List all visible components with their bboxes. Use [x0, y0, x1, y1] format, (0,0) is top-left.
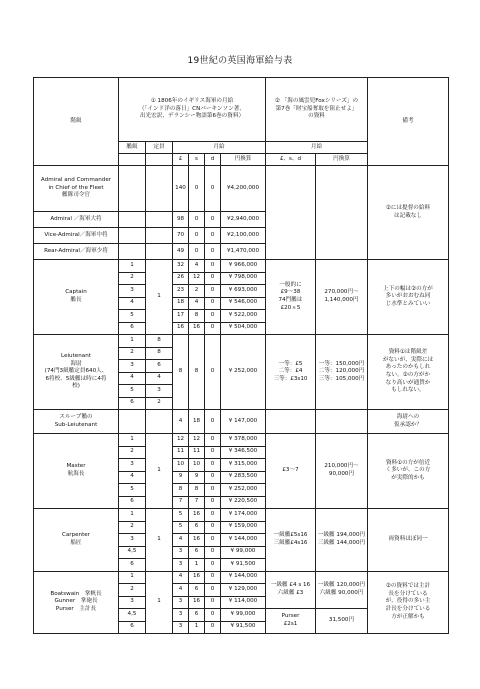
table-row: 5 3	[34, 385, 449, 398]
table-row: 3 6	[34, 360, 449, 373]
monthly2-header: 月給	[266, 142, 368, 154]
lieutenant-note: 資料①は階級差 がないが、実際には あったのかもしれ ない。②の方がか なり高いが通貨か もしれない。	[368, 335, 449, 410]
table-row: 2 5 6 0 ¥ 159,000	[34, 521, 449, 534]
monthly-header: 月給	[173, 142, 266, 154]
table-row: Leiutenant 海尉 (74門3級艦定員640人、 6将校、5級艦は時に4将 校) 1 8 8 8 0 ¥ 252,000 一等：£5 二等：£4 三等：£3s10 一等：150,000円 二等：120,000円 三等：105,000円 資料①は階級差 がないが、実際には あったのかもしれ ない。②の方がか なり高いが通貨か もしれない。	[34, 335, 449, 348]
table-row: 4,5 3 6 0 ¥ 99,000	[34, 546, 449, 559]
table-row: 6 7 7 0 ¥ 220,500	[34, 496, 449, 509]
yen-header: 円換算	[221, 154, 266, 166]
quota-header: 定員	[146, 142, 173, 154]
table-row: 2 11 11 0 ¥ 346,500	[34, 446, 449, 459]
table-row: 4 18 4 0 ¥ 546,000	[34, 297, 449, 310]
table-row: 2 4 6 0 ¥ 129,000	[34, 584, 449, 597]
admiral-note: ②には提督の給料 は記載なし	[368, 166, 449, 260]
table-row: 6 3 1 0 ¥ 91,500	[34, 559, 449, 572]
table-row: 4 4	[34, 372, 449, 385]
table-row: Boatswain 掌帆長 Gunner 掌砲長 Purser 主計長 1 1 4 16 0 ¥ 144,000 一級艦 £4 s 16 六級艦 £3 一級艦 120,000円 六級艦 90,000円 ②の資料では主計 長を分けている が、役得の多い主 計長を分けている 方が正解かも	[34, 571, 449, 584]
table-row: Master 航海長 1 1 12 12 0 ¥ 378,000 £3～7 210,000円～ 90,000円 資料①の方が倍近 く多いが、この方 が実際的かも	[34, 434, 449, 447]
carpenter-note: 両資料ほぼ同一	[368, 509, 449, 572]
sloop-note: 海尉への 仮承認か？	[368, 410, 449, 434]
table-row: Rear-Admiral／海軍少将 49 0 0 ¥1,470,000	[34, 244, 449, 260]
table-row: 2 26 12 0 ¥ 798,000	[34, 272, 449, 285]
table-row: Captain 艦長 1 1 32 4 0 ¥ 966,000 一般的に £9～38 74門艦は £20ｓ5 270,000円～ 1,140,000円 上下の幅は②の方が 多いがおおむね同 じ水準とみていい	[34, 260, 449, 273]
pound-header: £	[173, 154, 189, 166]
table-row: スループ艦の Sub-Leiutenant 4 18 0 ¥ 147,000 海尉への 仮承認か？	[34, 410, 449, 434]
table-row: Admiral ／海軍大将 98 0 0 ¥2,940,000	[34, 212, 449, 228]
rank-cell: Boatswain 掌帆長 Gunner 掌砲長 Purser 主計長	[34, 571, 119, 634]
rank-header: 階級	[34, 78, 119, 166]
yen2-header: 円換算	[316, 154, 368, 166]
boatswain-note: ②の資料では主計 長を分けている が、役得の多い主 計長を分けている 方が正解かも	[368, 571, 449, 634]
shilling-header: s	[189, 154, 205, 166]
rank-cell: Captain 艦長	[34, 260, 119, 335]
table-row: 2 8	[34, 347, 449, 360]
table-row: 6 2	[34, 397, 449, 410]
table-row: Vice-Admiral／海軍中将 70 0 0 ¥2,100,000	[34, 228, 449, 244]
table-row: Admiral and Commander in Chief of the Fleet 艦隊司令官 140 0 0 ¥4,200,000 ②には提督の給料 は記載なし	[34, 166, 449, 212]
master-note: 資料①の方が倍近 く多いが、この方 が実際的かも	[368, 434, 449, 509]
rank-cell: スループ艦の Sub-Leiutenant	[34, 410, 119, 434]
rank-cell: Leiutenant 海尉 (74門3級艦定員640人、 6将校、5級艦は時に4将 校)	[34, 335, 119, 410]
table-row: 3 4 16 0 ¥ 144,000	[34, 534, 449, 547]
table-row: Carpenter 船匠 1 1 5 16 0 ¥ 174,000 一級艦£5s16 三級艦£4s16 一級艦 194,000円 三級艦 144,000円 両資料ほぼ同一	[34, 509, 449, 522]
table-row: 5 17 8 0 ¥ 522,000	[34, 310, 449, 323]
source2-header: ② 「海の風雲児Foxシリーズ」の 第7巻「財宝船奪取を阻止せよ」 の資料	[266, 78, 368, 142]
table-row: 3 3 16 0 ¥ 114,000	[34, 596, 449, 609]
rank-cell: Admiral and Commander in Chief of the Fleet 艦隊司令官	[34, 166, 119, 212]
document-title: 19世紀の英国海軍給与表	[187, 56, 293, 66]
remarks-header: 備考	[368, 78, 449, 166]
table-row: 6 16 16 0 ¥ 504,000	[34, 322, 449, 335]
penny-header: d	[205, 154, 221, 166]
table-row: 4 9 9 0 ¥ 283,500	[34, 471, 449, 484]
table-row: 5 8 8 0 ¥ 252,000	[34, 484, 449, 497]
source1-header: ① 1806年のイギリス海軍の月給 （「インド洋の落日」CNパーキンソン著、 出光宏訳、デランシー物語第6巻の資料）	[119, 78, 266, 142]
table-row: 6 3 1 0 ¥ 91,500	[34, 621, 449, 634]
table-row: 4,5 3 6 0 ¥ 99,000 Purser £2s1 31,500円	[34, 609, 449, 622]
rank-cell: Master 航海長	[34, 434, 119, 509]
lsd-header: £、s、d	[266, 154, 316, 166]
pay-table	[33, 77, 449, 634]
ship-class-header: 艦級	[119, 142, 146, 154]
rank-cell: Carpenter 船匠	[34, 509, 119, 572]
table-row: 3 10 10 0 ¥ 315,000	[34, 459, 449, 472]
table-row: 3 23 2 0 ¥ 693,000	[34, 285, 449, 298]
captain-note: 上下の幅は②の方が 多いがおおむね同 じ水準とみていい	[368, 260, 449, 335]
